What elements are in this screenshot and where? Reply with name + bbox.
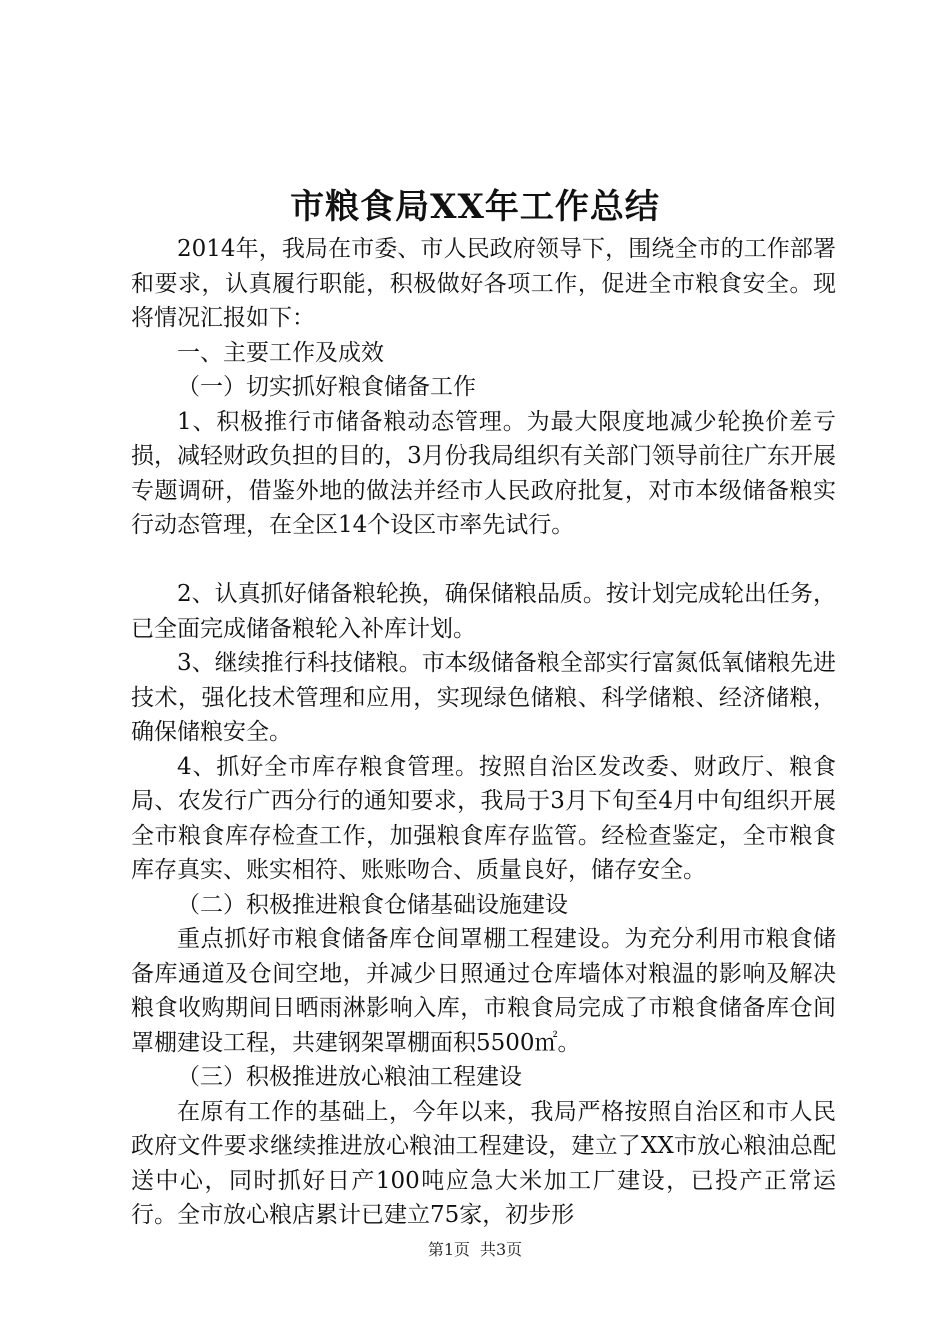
body-paragraph: 在原有工作的基础上，今年以来，我局严格按照自治区和市人民政府文件要求继续推进放心粮油工程建设，建立了XX市放心粮油总配送中心，同时抓好日产100吨应急大米加工厂建设，已投产正常运行。全市放心粮店累计已建立75家，初步形 <box>131 1098 836 1228</box>
body-paragraph: 重点抓好市粮食储备库仓间罩棚工程建设。为充分利用市粮食储备库通道及仓间空地，并减少日照通过仓库墙体对粮温的影响及解决粮食收购期间日晒雨淋影响入库，市粮食局完成了市粮食储备库仓间罩棚建设工程，共建钢架罩棚面积5500㎡。 <box>131 926 836 1056</box>
body-paragraph: 3、继续推行科技储粮。市本级储备粮全部实行富氮低氧储粮先进技术，强化技术管理和应用，实现绿色储粮、科学储粮、经济储粮，确保储粮安全。 <box>131 650 836 745</box>
intro-paragraph: 2014年，我局在市委、市人民政府领导下，围绕全市的工作部署和要求，认真履行职能，积极做好各项工作，促进全市粮食安全。现将情况汇报如下： <box>131 236 836 331</box>
subsection-heading: （三）积极推进放心粮油工程建设 <box>177 1064 522 1090</box>
subsection-heading: （二）积极推进粮食仓储基础设施建设 <box>177 891 568 918</box>
document-body <box>131 232 836 1233</box>
body-paragraph: 1、积极推行市储备粮动态管理。为最大限度地减少轮换价差亏损，减轻财政负担的目的，3月份我局组织有关部门领导前往广东开展专题调研，借鉴外地的做法并经市人民政府批复，对市本级储备粮实行动态管理，在全区14个设区市率先试行。 <box>131 408 836 538</box>
subsection-heading: （一）切实抓好粮食储备工作 <box>177 374 476 400</box>
page-number: 第1页 <box>427 1240 470 1259</box>
body-paragraph: 2、认真抓好储备粮轮换，确保储粮品质。按计划完成轮出任务，已全面完成储备粮轮入补库计划。 <box>131 581 836 642</box>
section-heading: 一、主要工作及成效 <box>177 339 384 366</box>
page-total: 共3页 <box>480 1240 523 1259</box>
page-footer <box>0 1238 950 1262</box>
body-paragraph: 4、抓好全市库存粮食管理。按照自治区发改委、财政厅、粮食局、农发行广西分行的通知要求，我局于3月下旬至4月中旬组织开展全市粮食库存检查工作，加强粮食库存监管。经检查鉴定，全市粮食库存真实、账实相符、账账吻合、质量良好，储存安全。 <box>131 753 836 883</box>
document-title: 市粮食局XX年工作总结 <box>290 187 660 227</box>
